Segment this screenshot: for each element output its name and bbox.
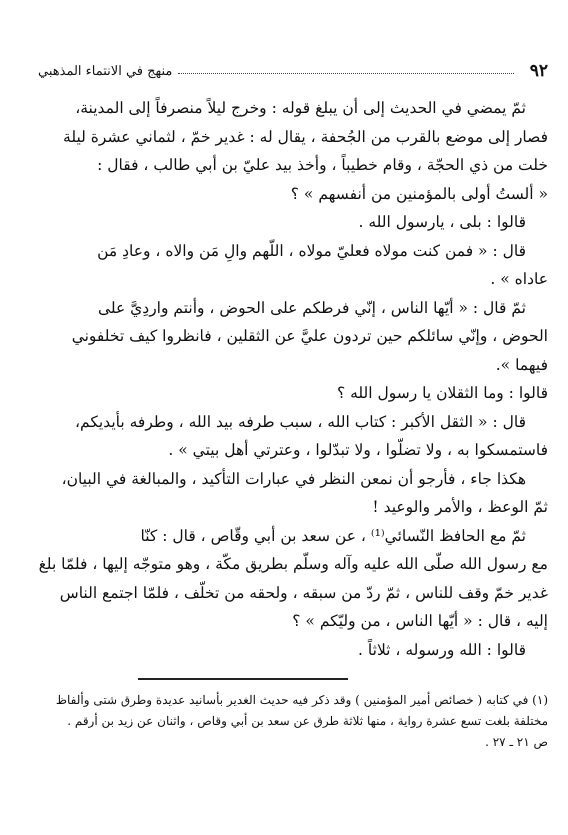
text-line: فاستمسكوا به ، ولا تضلّوا ، ولا تبدّلوا ، وعترتي أهل بيتي » .: [168, 441, 548, 459]
body-text: [38, 94, 548, 664]
footnote-separator: [138, 678, 348, 680]
page-header: [38, 58, 548, 84]
text-line: قالوا : وما الثقلان يا رسول الله ؟: [336, 384, 548, 402]
text-line: قال : « الثقل الأكبر : كتاب الله ، سبب طرفه بيد الله ، وطرفه بأيديكم،: [75, 412, 526, 431]
footnote-line: (١) في كتابه ( خصائص أمير المؤمنين ) وقد ذكر فيه حديث الغدير بأسانيد عديدة وطرق شتى وألفاظ: [55, 693, 548, 707]
text-line: غدير خمّ وقف للناس ، ثمّ ردّ من سبقه ، ولحقه من تخلّف ، فلمّا اجتمع الناس: [59, 583, 548, 602]
text-line: فيهما ».: [495, 355, 548, 374]
text-line: عاداه » .: [490, 270, 548, 288]
running-title: منهج في الانتماء المذهبي: [38, 63, 173, 79]
text-line: ثمّ مع الحافظ النّسائي⁽¹⁾ ، عن سعد بن أبي وقّاص ، قال : كنّا: [140, 526, 526, 545]
footnote-line: مختلفة بلغت تسع عشرة رواية ، منها ثلاثة طرق عن سعد بن أبي وقاص ، واثنان عن زيد بن أرقم .: [67, 714, 548, 728]
book-page: [38, 58, 548, 753]
text-line: هكذا جاء ، فأرجو أن نمعن النظر في عبارات التأكيد ، والمبالغة في البيان،: [61, 469, 526, 488]
text-line: ثمّ يمضي في الحديث إلى أن يبلغ قوله : وخرج ليلاً منصرفاً إلى المدينة،: [75, 99, 526, 117]
text-line: مع رسول الله صلّى الله عليه وآله وسلّم بطريق مكّة ، وهو متوجّه إليها ، فلمّا بلغ: [38, 555, 548, 573]
text-line: قالوا : بلى ، يارسول الله .: [358, 213, 526, 231]
footnotes: [38, 690, 548, 753]
header-dotted-leader: [178, 73, 513, 74]
text-line: قال : « فمن كنت مولاه فعليّ مولاه ، اللّهم والِ مَن والاه ، وعادِ مَن: [97, 241, 526, 260]
text-line: خلت من ذي الحجّة ، وقام خطيباً ، وأخذ بيد عليّ بن أبي طالب ، فقال :: [97, 156, 548, 174]
text-line: ثمّ قال : « أيّها الناس ، إنّي فرطكم على الحوض ، وأنتم واردِيَّ على: [97, 298, 526, 317]
text-line: « ألستُ أولى بالمؤمنين من أنفسهم » ؟: [290, 184, 548, 203]
text-line: الحوض ، وإنّي سائلكم حين تردون عليَّ عن الثقلين ، فانظروا كيف تخلفوني: [71, 327, 548, 345]
text-line: قالوا : الله ورسوله ، ثلاثاً .: [358, 640, 526, 659]
footnote-line: ص ٢١ ـ ٢٧ .: [485, 735, 548, 749]
text-line: ثمّ الوعظ ، والأمر والوعيد !: [372, 498, 548, 516]
page-number: ٩٢: [529, 61, 548, 81]
text-line: إليه ، قال : « أيّها الناس ، من وليّكم » ؟: [292, 612, 548, 630]
text-line: فصار إلى موضع بالقرب من الجُحفة ، يقال له : غدير خمّ ، لثماني عشرة ليلة: [63, 127, 548, 146]
